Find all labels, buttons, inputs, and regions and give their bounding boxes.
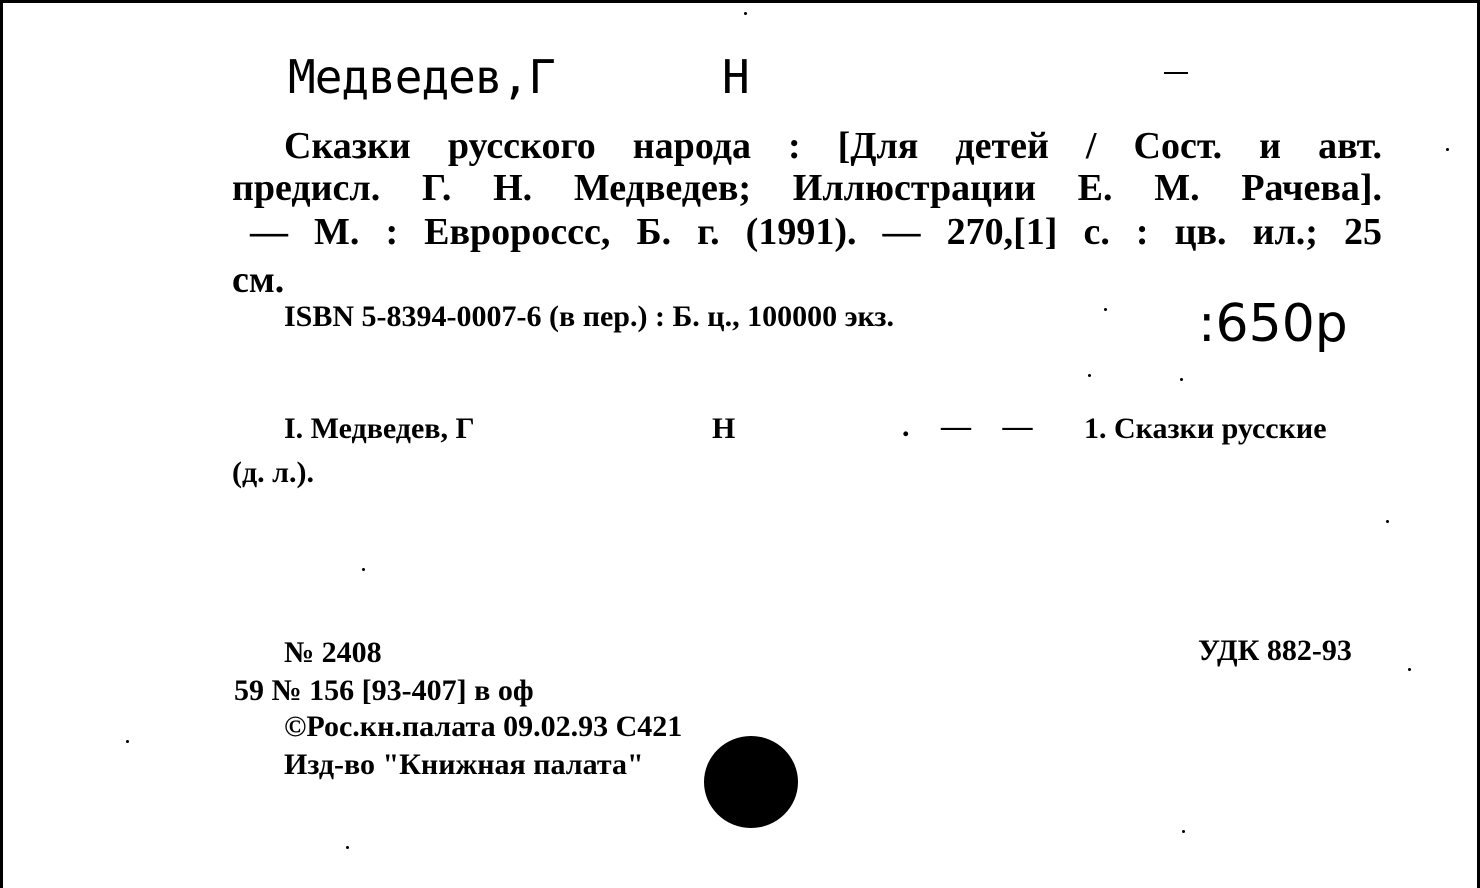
scan-speck (362, 568, 365, 571)
order-line: 59 № 156 [93-407] в оф (234, 674, 534, 707)
description-line-3: — М. : Евророссс, Б. г. (1991). — 270,[1] с. : цв. ил.; 25 (250, 211, 1382, 253)
description-line-2: предисл. Г. Н. Медведев; Иллюстрации Е. М. Рачева]. (232, 167, 1382, 209)
card-number: № 2408 (284, 636, 382, 669)
scan-speck (1104, 308, 1107, 311)
price-stamp: :650р (1198, 294, 1348, 354)
isbn-line: ISBN 5-8394-0007-6 (в пер.) : Б. ц., 100000 экз. (284, 300, 894, 333)
scan-speck (1386, 520, 1389, 523)
header-initial: Н (722, 50, 749, 104)
scan-mark (1164, 72, 1188, 74)
scan-speck (1408, 668, 1411, 671)
header-author: Медведев,Г (288, 50, 555, 104)
card-top-border (0, 0, 1480, 3)
scan-speck (126, 740, 129, 743)
copyright-line: ©Рос.кн.палата 09.02.93 С421 (284, 710, 683, 743)
tracing-subject-continued: (д. л.). (232, 456, 314, 489)
description-line-4: см. (232, 259, 285, 301)
punch-hole (704, 736, 798, 828)
tracing-author: I. Медведев, Г (284, 412, 475, 445)
card-left-border (0, 0, 3, 888)
udc-code: УДК 882-93 (1198, 634, 1352, 667)
description-line-1: Сказки русского народа : [Для детей / Сост. и авт. (284, 125, 1382, 167)
publisher-line: Изд-во "Книжная палата" (284, 748, 644, 781)
scan-speck (1088, 374, 1091, 377)
scan-speck (1182, 830, 1185, 833)
scan-speck (1180, 378, 1183, 381)
scan-speck (1446, 148, 1449, 151)
tracing-dashes: . — — (902, 410, 1045, 443)
scan-speck (744, 12, 747, 15)
tracing-initial: Н (712, 412, 736, 445)
scan-speck (346, 846, 349, 849)
tracing-subject: 1. Сказки русские (1084, 412, 1327, 445)
